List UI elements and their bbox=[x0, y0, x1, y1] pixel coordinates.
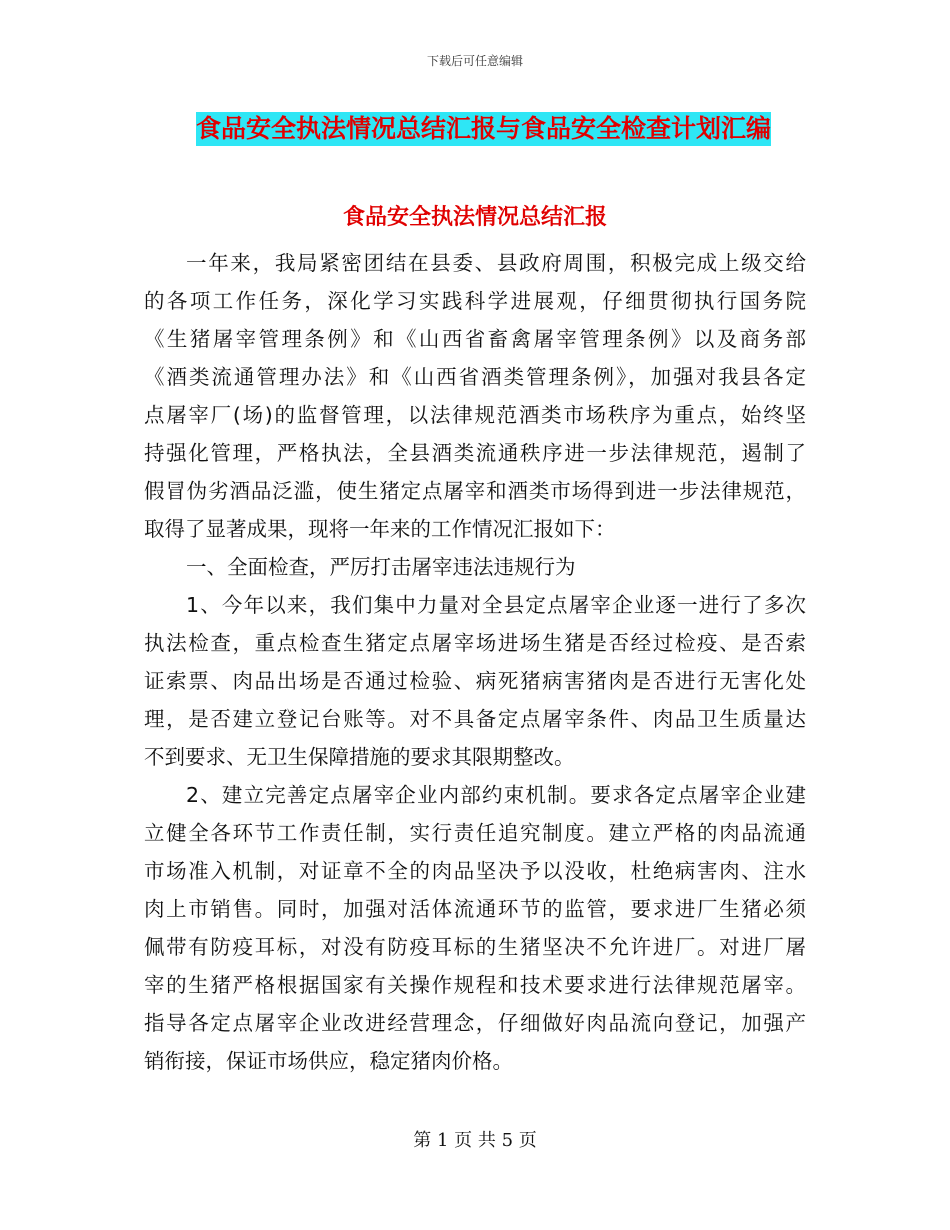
body-line: 执法检查，重点检查生猪定点屠宰场进场生猪是否经过检疫、是否索 bbox=[144, 631, 806, 655]
body-line: 宰的生猪严格根据国家有关操作规程和技术要求进行法律规范屠宰。 bbox=[144, 973, 806, 997]
body-line: 市场准入机制，对证章不全的肉品坚决予以没收，杜绝病害肉、注水 bbox=[144, 859, 806, 883]
document-title: 食品安全执法情况总结汇报与食品安全检查计划汇编 bbox=[196, 112, 771, 146]
page-footer: 第 1 页 共 5 页 bbox=[413, 1130, 537, 1151]
body-line: 点屠宰厂(场)的监督管理，以法律规范酒类市场秩序为重点，始终坚 bbox=[144, 403, 806, 427]
section-title: 食品安全执法情况总结汇报 bbox=[342, 205, 607, 230]
body-line: 销衔接，保证市场供应，稳定猪肉价格。 bbox=[144, 1049, 513, 1073]
body-line: 《生猪屠宰管理条例》和《山西省畜禽屠宰管理条例》以及商务部 bbox=[144, 327, 806, 351]
body-line: 取得了显著成果，现将一年来的工作情况汇报如下： bbox=[144, 517, 616, 541]
body-line: 持强化管理，严格执法，全县酒类流通秩序进一步法律规范，遏制了 bbox=[144, 441, 806, 465]
body-line: 不到要求、无卫生保障措施的要求其限期整改。 bbox=[144, 745, 575, 769]
body-line: 《酒类流通管理办法》和《山西省酒类管理条例》，加强对我县各定 bbox=[144, 365, 806, 389]
body-line: 2、建立完善定点屠宰企业内部约束机制。要求各定点屠宰企业建 bbox=[186, 783, 806, 807]
body-line: 证索票、肉品出场是否通过检验、病死猪病害猪肉是否进行无害化处 bbox=[144, 669, 806, 693]
body-line: 一年来，我局紧密团结在县委、县政府周围，积极完成上级交给 bbox=[186, 251, 806, 275]
body-text bbox=[144, 244, 806, 1080]
body-line: 佩带有防疫耳标，对没有防疫耳标的生猪坚决不允许进厂。对进厂屠 bbox=[144, 935, 806, 959]
body-line: 理，是否建立登记台账等。对不具备定点屠宰条件、肉品卫生质量达 bbox=[144, 707, 806, 731]
body-line: 肉上市销售。同时，加强对活体流通环节的监管，要求进厂生猪必须 bbox=[144, 897, 806, 921]
header-note: 下载后可任意编辑 bbox=[426, 54, 523, 68]
body-line: 假冒伪劣酒品泛滥，使生猪定点屠宰和酒类市场得到进一步法律规范， bbox=[144, 479, 806, 503]
body-line: 的各项工作任务，深化学习实践科学进展观，仔细贯彻执行国务院 bbox=[144, 289, 806, 313]
body-line: 1、今年以来，我们集中力量对全县定点屠宰企业逐一进行了多次 bbox=[186, 593, 806, 617]
body-line: 立健全各环节工作责任制，实行责任追究制度。建立严格的肉品流通 bbox=[144, 821, 806, 845]
subheading-line: 一、全面检查，严厉打击屠宰违法违规行为 bbox=[186, 555, 576, 579]
body-line: 指导各定点屠宰企业改进经营理念，仔细做好肉品流向登记，加强产 bbox=[144, 1011, 806, 1035]
